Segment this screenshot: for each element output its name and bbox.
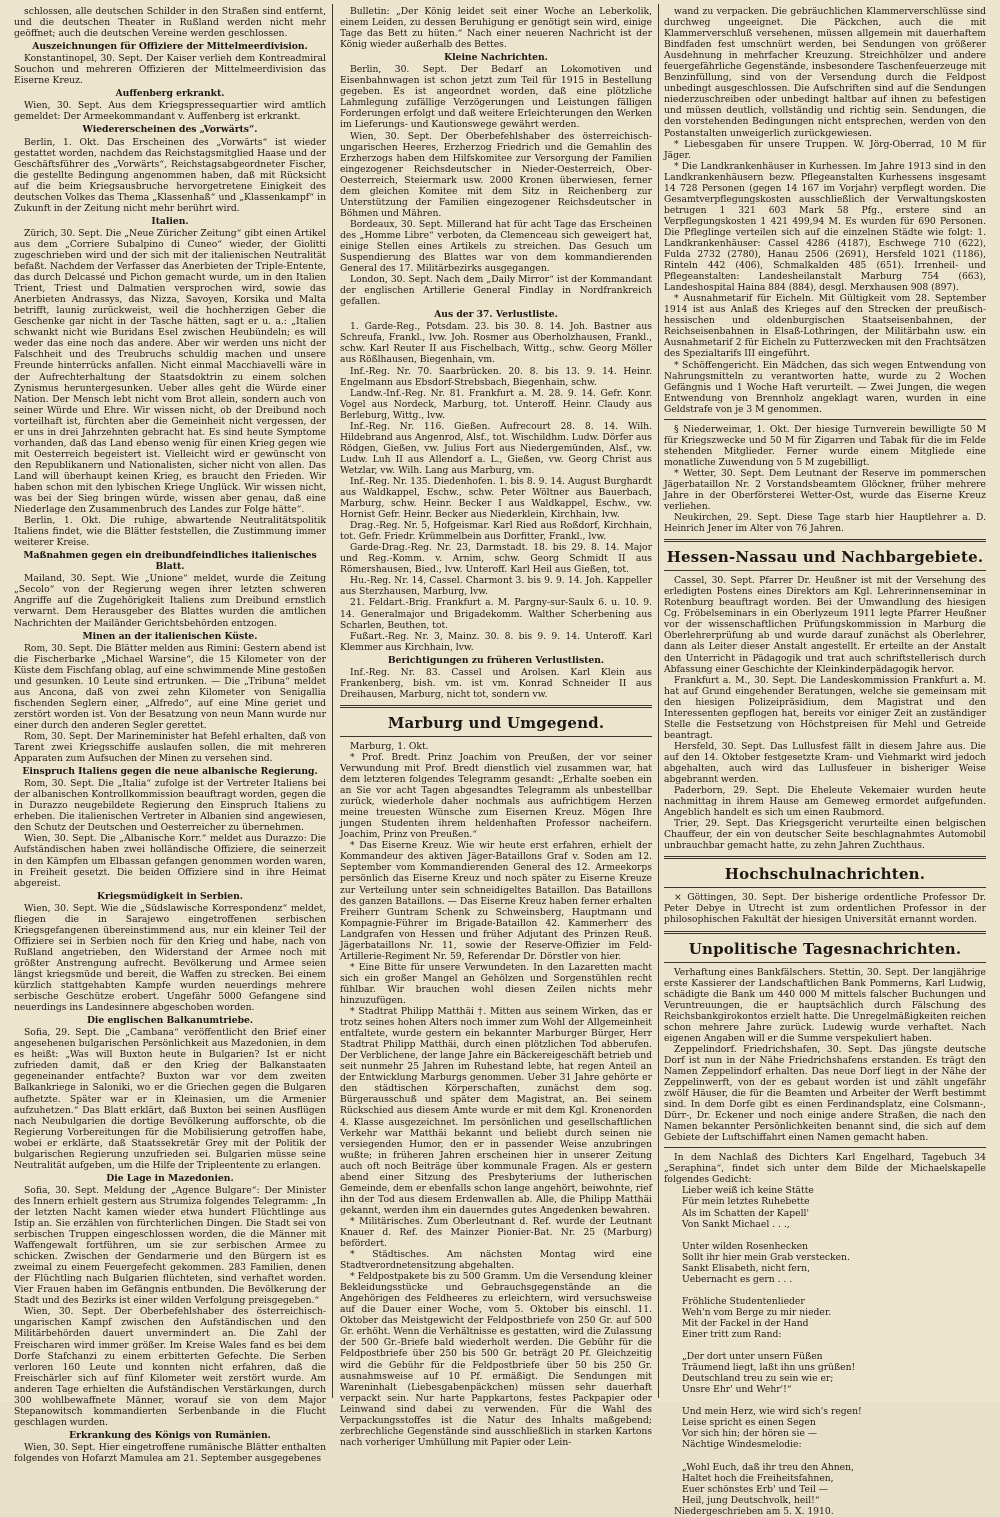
article-block: [664, 6, 986, 139]
article-paragraph: Garde-Drag.-Reg. Nr. 23, Darmstadt. 18. bis 29. 8. 14. Major und Reg.-Komm. v. Arnim, schw. Georg Schmidt II aus Römershausen, Bied., lvw. Unteroff. Karl Heil aus Gießen, tot.: [340, 542, 652, 576]
article-block: [664, 424, 986, 468]
article-block: [14, 778, 326, 833]
article-paragraph: Fußart.-Reg. Nr. 3, Mainz. 30. 8. bis 9. 9. 14. Unteroff. Karl Klemmer aus Kirchhain, lvw.: [340, 630, 652, 653]
section-heading: Hessen-Nassau und Nachbargebiete.: [666, 548, 984, 567]
article-paragraph: Trier, 29. Sept. Das Kriegsgericht verurteilte einen belgischen Chauffeur, der ein von deutscher Seite beschlagnahmtes Automobil unbrauchbar gemacht hatte, zu zehn Jahren Zuchthaus.: [664, 818, 986, 852]
article-block: [340, 274, 652, 307]
article-paragraph: * Eine Bitte für unsere Verwundeten. In den Lazaretten macht sich ein großer Mangel an Gehölzen und Sorgenstühlen recht fühlbar. Wir brauchen wohl diesen Zeilen nichts mehr hinzuzufügen.: [340, 961, 652, 1006]
article-block: [14, 573, 326, 628]
article-paragraph: Rom, 30. Sept. Der Marineminister hat Befehl erhalten, daß von Tarent zwei Kriegsschiffe auslaufen sollen, die mit mehreren Apparaten zum Aufsuchen der Minen zu versehen sind.: [14, 731, 326, 765]
article-paragraph: Niedergeschrieben am 5. X. 1910.: [674, 1505, 834, 1517]
article-paragraph: Inf.-Reg. Nr. 83. Cassel und Arolsen. Karl Klein aus Frankenberg, bish. vm. ist vm. Konrad Schneider II aus Dreihausen, Marburg, nicht tot, sondern vw.: [340, 666, 652, 700]
article-block: [340, 1216, 652, 1249]
article-block: [664, 675, 986, 741]
article-block: [14, 228, 326, 515]
article-paragraph: London, 30. Sept. Nach dem „Daily Mirror“ ist der Kommandant der englischen Artillerie General Findlay in Nordfrankreich gefallen.: [340, 274, 652, 308]
article-paragraph: wand zu verpacken. Die gebräuchlichen Klammerverschlüsse sind durchweg ungeeignet. Die Päckchen, auch die mit Klammerverschluß versehenen, müssen allgemein mit dauerhaftem Bindfaden fest umschnürt werden, bei Sendungen von größerer Ausdehnung in mehrfacher Kreuzung. Streichhölzer und andere feuergefährliche Gegenstände, insbesondere Taschenfeuerzeuge mit Benzinfüllung, sind von der Versendung durch die Feldpost unbedingt ausgeschlossen. Die Aufschriften sind auf die Sendungen niederzuschreiben oder unbedingt haltbar auf ihnen zu befestigen und müssen deutlich, vollständig und richtig sein. Sendungen, die den vorstehenden Bedingungen nicht entsprechen, werden von den Postanstalten unweigerlich zurückgewiesen.: [664, 6, 986, 139]
article-paragraph: Neukirchen, 29. Sept. Diese Tage starb hier Hauptlehrer a. D. Heinrich Jener im Alter von 76 Jahren.: [664, 512, 986, 535]
article-paragraph: Drag.-Reg. Nr. 5, Hofgeismar. Karl Ried aus Roßdorf, Kirchhain, tot. Gefr. Friedr. Krümmelbein aus Dorfitter, Frankl., lvw.: [340, 520, 652, 543]
section-rule: [664, 1147, 986, 1148]
article-headline: Wiedererscheinen des „Vorwärts“.: [82, 124, 258, 136]
article-block: [340, 840, 652, 962]
article-headline: Minen an der italienischen Küste.: [82, 630, 258, 642]
article-block: [14, 1185, 326, 1307]
section-heading: Unpolitische Tagesnachrichten.: [688, 939, 962, 958]
article-block: [14, 833, 326, 888]
article-block: [340, 1006, 652, 1216]
article-paragraph: × Göttingen, 30. Sept. Der bisherige ordentliche Professor Dr. Peter Debye in Utrecht ist zum ordentlichen Professor in der philosophischen Fakultät der hiesigen Universität ernannt worden.: [664, 892, 986, 926]
article-block: [340, 520, 652, 542]
article-paragraph: Bordeaux, 30. Sept. Millerand hat für acht Tage das Erscheinen des „Homme Libre“ verboten, da Clemenceau sich geweigert hat, einige Stellen eines Artikels zu streichen. Das Gesuch um Suspendierung des Blattes war von dem kommandierenden General des 17. Militärbezirks ausgegangen.: [340, 218, 652, 275]
article-headline: Erkrankung des Königs von Rumänien.: [69, 1429, 271, 1441]
article-block: [664, 785, 986, 818]
article-paragraph: * Wetter, 30. Sept. Dem Leutnant der Reserve im pommerschen Jägerbataillon Nr. 2 Vorstandsbeamtem Glöckner, früher mehrere Jahre in der Oberförsterei Wetter-Ost, wurde das Eiserne Kreuz verliehen.: [664, 467, 986, 513]
article-paragraph: * Militärisches. Zum Oberleutnant d. Ref. wurde der Leutnant Knauer d. Ref. des Mainzer Pionier-Bat. Nr. 25 (Marburg) befördert.: [340, 1215, 652, 1250]
article-block: [664, 512, 986, 534]
section-rule: [664, 856, 986, 859]
article-block: [664, 1152, 986, 1185]
article-paragraph: Inf.-Reg. Nr. 70. Saarbrücken. 20. 8. bis 13. 9. 14. Heinr. Engelmann aus Ebsdorf-Strebsbach, Biegenhain, schw.: [340, 365, 652, 388]
article-block: [664, 139, 986, 161]
article-block: [664, 818, 986, 851]
article-block: [340, 752, 652, 840]
article-paragraph: Sofia, 29. Sept. Die „Cambana“ veröffentlicht den Brief einer angesehenen bulgarischen Persönlichkeit aus Mazedonien, in dem es heißt: „Was will Buxton heute in Bulgarien? Ist er nicht zufrieden damit, daß er den Krieg der Balkanstaaten gegeneinander entfachte? Buxton war vor dem zweiten Balkankriege in Saloniki, wo er die Griechen gegen die Bulgaren aufhetzte. Später war er in Kleinasien, um die Armenier aufzuhetzen.“ Das Blatt erklärt, daß Buxton bei seinen Ausflügen nach Neubulgarien die dortige Bevölkerung aufforschte, ob die Regierung Vorbereitungen für die Mobilisierung getroffen habe, wobei er erklärte, daß Staatssekretär Grey mit der Politik der bulgarischen Regierung unzufrieden sei. Bulgarien müsse seine Neutralität aufgeben, um die Hilfe der Tripleentente zu erlangen.: [14, 1027, 326, 1171]
article-block: [340, 667, 652, 700]
article-headline: Berichtigungen zu früheren Verlustlisten.: [387, 654, 605, 666]
article-paragraph: schlossen, alle deutschen Schilder in den Straßen sind entfernt, und die deutschen Theater in Rußland werden nicht mehr geöffnet; auch die deutschen Vereine werden geschlossen.: [14, 6, 326, 40]
article-block: [14, 515, 326, 548]
article-block: [340, 631, 652, 653]
section-rule: [664, 539, 986, 542]
article-block: [340, 64, 652, 130]
article-block: [14, 137, 326, 214]
article-block: [340, 421, 652, 476]
article-paragraph: Wien, 30. Sept. Der Oberbefehlshaber des österreichisch-ungarischen Kampf zwischen den Aufständischen und den Militärbehörden dauert unvermindert an. Die Zahl der Freischaren wird immer größer. Im Kreise Wales fand es bei dem Dorfe Stafchanzi zu einem erbitterten Gefechte. Die Serben verloren 160 Leute und konnten nicht erfahren, daß die Freischärler sich auf fünf Kilometer weit zerstört wurde. Am anderen Tage erhielten die Aufständischen Verstärkungen, durch 300 wohlbewaffnete Männer, worauf sie von dem Major Stepanowitsch kommandierten Serbenbande in die Flucht geschlagen wurden.: [14, 1306, 326, 1428]
article-paragraph: Wien, 30. Sept. Aus dem Kriegspressequartier wird amtlich gemeldet: Der Armeekommandant v. Auffenberg ist erkrankt.: [14, 100, 326, 123]
column-1: [14, 6, 326, 1464]
section-rule: [664, 962, 986, 963]
article-paragraph: Berlin, 1. Okt. Die ruhige, abwartende Neutralitätspolitik Italiens findet, wie die Blätter feststellen, die Zustimmung immer weiterer Kreise.: [14, 515, 326, 549]
article-paragraph: Wien, 30. Sept. Der Oberbefehlshaber des österreichisch-ungarischen Heeres, Erzherzog Friedrich und die Gemahlin des Erzherzogs haben dem Hilfskomitee zur Versorgung der Familien eingezogener Reichsdeutscher in Nieder-Oesterreich, Ober-Oesterreich, Steiermark usw. 2000 Kronen überwiesen, ferner dem gleichen Komitee mit dem Sitz in Reichenberg zur Unterstützung der Familien eingezogener Reichsdeutscher in Böhmen und Mähren.: [340, 130, 652, 219]
article-headline: Einspruch Italiens gegen die neue albanische Regierung.: [22, 766, 318, 778]
article-block: [664, 1044, 986, 1143]
section-rule: [664, 570, 986, 571]
column-2: [340, 6, 652, 1448]
article-paragraph: Konstantinopel, 30. Sept. Der Kaiser verlieh dem Kontreadmiral Souchon und mehreren Offizieren der Mittelmeerdivision das Eiserne Kreuz.: [14, 53, 326, 87]
article-block: [340, 1271, 652, 1448]
article-paragraph: Zürich, 30. Sept. Die „Neue Züricher Zeitung“ gibt einen Artikel aus dem „Corriere Subalpino di Cuneo“ wieder, der Giolitti zugeschrieben wird und der sich mit der italienischen Neutralität befaßt. Nachdem der Verfasser das Anerbieten der Triple-Entente, das durch Delcassé und Pichon gemacht wurde, um in den Italien Trient, Triest und Dalmatien versprochen wird, sowie das Anerbieten Andrassys, das Nizza, Savoyen, Korsika und Malta betrifft, launig zurückweist, weil die hochherzigen Geber die Geschenke gar nicht in der Tasche hätten, sagt er u. a.: „Italien schwankt nicht wie Buridans Esel zwischen Heubündeln; es will weder das eine noch das andere. Aber wir werden uns nicht der Falschheit und des Treubruchs schuldig machen und unsere Freunde hinterrücks anfallen. Nicht einmal Macchiavelli wäre in der Aufrechterhaltung der Staatsdoktrin zu einem solchen Zynismus heruntergesunken. Ueber alles geht die Würde einer Nation. Der Mensch lebt nicht vom Brot allein, sondern auch von seiner Würde und Ehre. Wir wissen nicht, ob der Dreibund noch vorteilhaft ist, fürchten aber die Gemeinheit nicht vergessen, der er uns in drei Jahrzehnten gebracht hat. Es sind heute Symptome vorhanden, daß das Land ebenso wenig für einen Krieg gegen wie mit Oesterreich begeistert ist. Vielleicht wird er gewünscht von den Republikanern und Nationalisten, sicher nicht von allen. Das Land will überhaupt keinen Krieg, es braucht den Frieden. Wir haben schon mit den lybischen Kriege Unglück. Wir wissen nicht, was bei der Sieg bringen würde, wissen aber genau, daß eine Niederlage den Zusammenbruch des Landes zur Folge hätte“.: [14, 227, 326, 516]
article-block: [664, 575, 986, 674]
article-headline: Auffenberg erkrankt.: [115, 88, 225, 100]
column-3: [664, 6, 986, 1517]
article-block: [340, 6, 652, 50]
article-block: [14, 1306, 326, 1428]
article-block: [340, 741, 652, 752]
article-paragraph: * Städtisches. Am nächsten Montag wird eine Stadtverordnetensitzung abgehalten.: [340, 1249, 652, 1272]
section-rule: [340, 736, 652, 737]
article-block: [340, 388, 652, 421]
article-paragraph: Sofia, 30. Sept. Meldung der „Agence Bulgare“: Der Minister des Innern erhielt gestern aus Strumiza folgendes Telegramm: „In der letzten Nacht kamen wieder etwa hundert Flüchtlinge aus Istip an. Sie erzählen von fürchterlichen Dingen. Die Stadt sei von serbischen Truppen eingeschlossen worden, die die Männer mit Waffengewalt fortführen, um sie zur serbischen Armee zu schicken. Zwischen der Gendarmerie und den Bürgern ist es zweimal zu einem Feuergefecht gekommen. 283 Familien, denen der Flüchtling nach Bulgarien flüchteten, sind verhaftet worden. Vier Frauen haben im Gefängnis entbunden. Die Bevölkerung der Stadt und des Bezirks ist einer wilden Verfolgung preisgegeben.“: [14, 1184, 326, 1307]
article-headline: Die Lage in Mazedonien.: [106, 1172, 234, 1184]
article-paragraph: Inf.-Reg. Nr. 116. Gießen. Aufrecourt 28. 8. 14. Wilh. Hildebrand aus Angenrod, Alsf., tot. Wischildhm. Ludw. Dörfer aus Rödgen, Gießen, vw. Julius Fort aus Niedergemünden, Alsf., vw. Ludw. Luh II aus Allendorf a. L., Gießen, vw. Georg Christ aus Wetzlar, vw. Wilh. Lang aus Marburg, vm.: [340, 420, 652, 476]
article-block: [14, 643, 326, 731]
article-paragraph: Wien, 30. Sept. Wie die „Südslawische Korrespondenz“ meldet, fliegen die in Sarajewo eingetroffenen serbischen Kriegsgefangenen übereinstimmend aus, nur ein kleiner Teil der Offiziere sei in Serbien noch für den Krieg und habe, nach von Rußland angetrieben, den Widerstand der Armee noch mit größter Anstrengung aufrecht. Bevölkerung und Armee seien längst kriegsmüde und bereit, die Waffen zu strecken. Bei einem kürzlich stattgehabten Kampfe wurden neuerdings mehrere serbische Geschütze erobert. Ungefähr 5000 Gefangene sind neuerdings ins Landesinnere abgeschoben worden.: [14, 902, 326, 1014]
article-block: [14, 6, 326, 39]
article-block: [14, 53, 326, 86]
section-rule: [664, 419, 986, 420]
article-block: [14, 903, 326, 1013]
article-paragraph: 1. Garde-Reg., Potsdam. 23. bis 30. 8. 14. Joh. Bastner aus Schreufa, Frankl., lvw. Joh. Rosmer aus Oberholzhausen, Frankl., schw. Karl Reuter II aus Fischelbach, Wittg., schw. Georg Möller aus Rößlhausen, Biegenhain, vm.: [340, 321, 652, 366]
article-block: [340, 575, 652, 597]
article-headline: Maßnahmen gegen ein dreibundfeindliches italienisches Blatt.: [23, 550, 317, 573]
article-block: [340, 321, 652, 365]
article-paragraph: * Stadtrat Philipp Matthäi †. Mitten aus seinem Wirken, das er trotz seines hohen Alters noch immer zum Wohl der Allgemeinheit entfaltete, wurde gestern ein bekannter Marburger Bürger, Herr Stadtrat Philipp Matthäi, durch einen plötzlichen Tod abberufen. Der Verblichene, der lange Jahre ein Bäckereigeschäft betrieb und seit nunmehr 25 Jahren im Ruhestand lebte, hat regen Anteil an der Entwicklung Marburgs genommen. Ueber 31 Jahre gehörte er den städtischen Körperschaften, zunächst dem sog. Bürgerausschuß und später dem Magistrat, an. Bei seinem Rückschied aus diesem Amte wurde er mit dem Kgl. Kronenorden 4. Klasse ausgezeichnet. Im persönlichen und gesellschaftlichen Verkehr war Matthäi bekannt und beliebt durch seinen nie versiegenden Humor, den er in passender Weise anzubringen wußte; in früheren Jahren erscheinen hier in unserer Zeitung auch oft noch Beiträge über kommunale Fragen. Als er gestern abend einer Sitzung des Presbyteriums der lutherischen Gemeinde, dem er ebenfalls schon lange angehört, beiwohnte, rief ihn der Tod aus diesem Erdenwallen ab. Alle, die Philipp Matthäi gekannt, werden ihm ein dauerndes gutes Angedenken bewahren.: [340, 1006, 652, 1216]
article-paragraph: Hu.-Reg. Nr. 14, Cassel. Charmont 3. bis 9. 9. 14. Joh. Kappeller aus Sterzhausen, Marburg, lvw.: [340, 575, 652, 598]
article-block: [664, 1506, 986, 1517]
article-paragraph: 21. Feldart.-Brig. Frankfurt a. M. Pargny-sur-Saulx 6. u. 10. 9. 14. Generalmajor und Brigadekomm. Walther Scherbening aus Scharlen, Beuthen, tot.: [340, 597, 652, 631]
article-paragraph: Berlin, 30. Sept. Der Bedarf an Lokomotiven und Eisenbahnwagen ist schon jetzt zum Teil für 1915 in Bestellung gegeben. Es ist angeordnet worden, daß eine plötzliche Lahmlegung zufällige Verzögerungen und Leistungen fälligen Forderungen erfolgt und daß weitere Erleichterungen den Werken im Lieferungs- und Kautionswege gewährt werden.: [340, 64, 652, 131]
article-paragraph: In dem Nachlaß des Dichters Karl Engelhard, Tagebuch 34 „Seraphina“, findet sich unter dem Bilde der Michaelskapelle folgendes Gedicht:: [664, 1152, 986, 1186]
article-paragraph: Wien, 30. Sept. Die „Albanische Korr.“ meldet aus Durazzo: Die Aufständischen haben zwei holländische Offiziere, die seinerzeit in den Kämpfen um Elbassan gefangen genommen worden waren, in Freiheit gesetzt. Die beiden Offiziere sind in ihre Heimat abgereist.: [14, 833, 326, 889]
section-heading: Hochschulnachrichten.: [724, 865, 926, 884]
article-headline: Aus der 37. Verlustliste.: [434, 309, 558, 321]
section-heading: Marburg und Umgegend.: [387, 713, 605, 732]
article-paragraph: Wien, 30. Sept. Hier eingetroffene rumänische Blätter enthalten folgendes von Hofarzt Mamulea am 21. September ausgegebenes: [14, 1441, 326, 1464]
article-paragraph: * Schöffengericht. Ein Mädchen, das sich wegen Entwendung von Nahrungsmitteln zu verantworten hatte, wurde zu 2 Wochen Gefängnis und 1 Woche Haft verurteilt. — Zwei Jungen, die wegen Entwendung von Brennholz angeklagt waren, wurden in eine Geldstrafe von je 3 M genommen.: [664, 359, 986, 415]
article-headline: Auszeichnungen für Offiziere der Mittelmeerdivision.: [32, 41, 308, 53]
article-headline: Italien.: [151, 215, 189, 227]
column-rule: [332, 4, 333, 1398]
article-paragraph: * Das Eiserne Kreuz. Wie wir heute erst erfahren, erhielt der Kommandeur des aktiven Jäger-Bataillons Graf v. Soden am 12. September vom Kommandierenden General des 12. Armeekorps persönlich das Eiserne Kreuz und noch später zu Eiserne Kreuze zur Verteilung unter sein schneidigeltes Bataillon. Das Bataillons des ganzen Bataillons. — Das Eiserne Kreuz haben ferner erhalten Freiherr Guntram Schenk zu Schweinsberg, Hauptmann und Kompagnie-Führer im Brigade-Bataillon 42. Kammerherr des Landgrafen von Hessen und früher Adjutant des Prinzen Reuß. Jägerbataillons Nr. 11, sowie der Reserve-Offizier im Feld-Artillerie-Regiment Nr. 59, Referendar Dr. Dörstler von hier.: [340, 840, 652, 962]
article-block: [340, 366, 652, 388]
article-paragraph: Bulletin: „Der König leidet seit einer Woche an Leberkolik, einem Leiden, zu dessen Beruhigung er genötigt sein wird, einige Tage das Bett zu hüten.“ Nach einer neueren Nachricht ist der König wieder außerhalb des Bettes.: [340, 6, 652, 51]
article-headline: Kriegsmüdigkeit in Serbien.: [97, 890, 243, 902]
article-block: [340, 962, 652, 1006]
article-block: [340, 476, 652, 520]
section-rule: [664, 931, 986, 934]
article-paragraph: Inf.-Reg. Nr. 135. Diedenhofen. 1. bis 8. 9. 14. August Burghardt aus Waldkappel, Eschw., schw. Peter Wöltner aus Bauerbach, Marburg, schw. Heinr. Becker I aus Waldkappel, Eschw., vw. Hornist Gefr. Heinr. Becker aus Niederklein, Kirchhain, lvw.: [340, 475, 652, 521]
article-paragraph: * Prof. Bredt. Prinz Joachim von Preußen, der vor seiner Verwundung mit Prof. Bredt dienstlich viel zusammen war, hat dem letzteren folgendes Telegramm gesandt: „Erhalte soeben ein an Sie vor acht Tagen abgesandtes Telegramm als unbestellbar zurück, wiederhole daher nochmals aus aufrichtigem Herzen meine treuesten Wünsche zum Eisernen Kreuz. Mögen Ihre jungen Studenten ihrem heldenhaften Professor nacheifern. Joachim, Prinz von Preußen.“: [340, 751, 652, 841]
article-paragraph: Rom, 30. Sept. Die Blätter melden aus Rimini: Gestern abend ist die Fischerbarke „Michael Warsine“, die 15 Kilometer von der Küste dem Fischfang oblag, auf eine schwimmende Mine gestoßen und gesunken. 10 Leute sind ertrunken. — Die „Tribuna“ meldet aus Ancona, daß von zwei zehn Kilometer von Senigallia fischenden Seglern einer, „Alfredo“, auf eine Mine geriet und zerstört worden ist. Von der Besatzung von neun Mann wurde nur einer durch den anderen Segler gerettet.: [14, 642, 326, 731]
article-paragraph: Berlin, 1. Okt. Das Erscheinen des „Vorwärts“ ist wieder gestattet worden, nachdem das Reichstagsmitglied Haase und der Geschäftsführer des „Vorwärts“, Reichstagsabgeordneter Fischer, die gestellte Bedingung angenommen haben, daß mit Rücksicht auf die beim Kriegsausbruche hervorgetretene Einigkeit des deutschen Volkes das Thema „Klassenhaß“ und „Klassenkampf“ in Zukunft in der Zeitung nicht mehr berührt wird.: [14, 136, 326, 214]
article-block: [664, 293, 986, 359]
article-block: [14, 1027, 326, 1171]
article-paragraph: Marburg, 1. Okt.: [350, 740, 429, 752]
article-block: [14, 1442, 326, 1464]
article-paragraph: * Feldpostpakete bis zu 500 Gramm. Um die Versendung kleiner Bekleidungsstücke und Gebrauchsgegenstände an die Angehörigen des Feldheeres zu erleichtern, wird versuchsweise auf die Dauer einer Woche, vom 5. Oktober bis einschl. 11. Oktober das Meistgewicht der Feldpostbriefe von 250 Gr. auf 500 Gr. erhöht. Wenn die Verhältnisse es gestatten, wird die Zulassung der 500 Gr.-Briefe bald wiederholt werden. Die Gebühr für die Feldpostbriefe über 250 bis 500 Gr. beträgt 20 Pf. Gleichzeitig wird die Gebühr für die Feldpostbriefe über 50 bis 250 Gr. ausnahmsweise auf 10 Pf. ermäßigt. Die Sendungen mit Wareninhalt (Liebesgabenpäckchen) müssen sehr dauerhaft verpackt sein. Nur harte Pappkartons, festes Packpapier oder Leinwand sind dabei zu verwenden. Für die Wahl des Verpackungsstoffes ist die Natur des Inhalts maßgebend; zerbrechliche Gegenstände sind ausschließlich in starken Kartons nach vorheriger Umhüllung mit Papier oder Lein-: [340, 1271, 652, 1448]
article-headline: Kleine Nachrichten.: [444, 52, 548, 64]
article-paragraph: Zeppelindorf. Friedrichshafen, 30. Sept. Das jüngste deutsche Dorf ist nun in der Nähe Friedrichshafens erstanden. Es trägt den Namen Zeppelindorf erhalten. Das neue Dorf liegt in der Nähe der Zeppelinwerft, von der es gebaut worden ist und zählt ungefähr zwölf Häuser, die für die Beamten und Arbeiter der Werft bestimmt sind. In dem Dorfe gibt es einen Ferdinandsplatz, eine Colsmann-, Dürr-, Dr. Eckener und noch einige andere Straßen, die nach den Namen bekannter Persönlichkeiten benannt sind, die sich auf dem Gebiete der Luftschiffahrt einen Namen gemacht haben.: [664, 1043, 986, 1144]
column-rule: [658, 4, 659, 1398]
article-block: [340, 597, 652, 630]
article-paragraph: § Niederweimar, 1. Okt. Der hiesige Turnverein bewilligte 50 M für Kriegszwecke und 50 M für Zigarren und Tabak für die im Felde stehenden Mitglieder. Ferner wurde einem Mitgliede eine monatliche Zuwendung von 5 M zugebilligt.: [664, 423, 986, 468]
article-block: [340, 542, 652, 575]
article-block: [664, 741, 986, 785]
article-block: [664, 967, 986, 1044]
article-block: [340, 131, 652, 219]
article-block: [664, 161, 986, 294]
article-block: [664, 468, 986, 512]
article-paragraph: Rom, 30. Sept. Die „Italia“ zufolge ist der Vertreter Italiens bei der albanischen Kontrollkommission beauftragt worden, gegen die in Durazzo neugebildete Regierung den Einspruch Italiens zu erheben. Die italienischen Vertreter in Albanien sind angewiesen, den Schutz der Deutschen und Oesterreicher zu übernehmen.: [14, 778, 326, 834]
article-paragraph: * Die Landkrankenhäuser in Kurhessen. Im Jahre 1913 sind in den Landkrankenhäusern bezw. Pflegeanstalten Kurhessens insgesamt 14 728 Personen (gegen 14 167 im Vorjahr) verpflegt worden. Die Gesamtverpflegungskosten ausschließlich der Verwaltungskosten betrugen 1 321 603 Mark 58 Pfg., erstere sind an Verpflegungskosten 1 421 499,94 M. Es wurden für 690 Personen. Die Pfleglinge verteilen sich auf die einzelnen Städte wie folgt: 1. Landkrankenhäuser: Cassel 4286 (4187), Eschwege 710 (622), Fulda 2732 (2780), Hanau 2506 (2691), Hersfeld 1021 (1186), Rinteln 442 (406), Schmalkalden 485 (651). Irrenheil- und Pflegeanstalten: Landesheilanstalt Marburg 754 (663), Landeshospital Haina 884 (884), desgl. Merxhausen 908 (897).: [664, 160, 986, 294]
section-rule: [340, 705, 652, 708]
section-rule: [664, 887, 986, 888]
article-paragraph: Hersfeld, 30. Sept. Das Lullusfest fällt in diesem Jahre aus. Die auf den 14. Oktober festgesetzte Kram- und Viehmarkt wird jedoch abgehalten, auch wird das Lullusfeuer in bisheriger Weise abgebrannt werden.: [664, 740, 986, 786]
article-paragraph: * Ausnahmetarif für Eicheln. Mit Gültigkeit vom 28. September 1914 ist aus Anlaß des Krieges auf den Strecken der preußisch-hessischen und oldenburgischen Staatseisenbahnen, der Reichseisenbahnen in Elsaß-Lothringen, der Militärbahn usw. ein Ausnahmetarif 2 für Eicheln zu Futterzwecken mit den Frachtsätzen des Spezialtarifs III eingeführt.: [664, 293, 986, 360]
article-block: [14, 731, 326, 764]
article-block: [664, 360, 986, 415]
article-paragraph: Frankfurt a. M., 30. Sept. Die Landeskommission Frankfurt a. M. hat auf Grund eingehender Beratungen, welche sie gemeinsam mit den hiesigen Polizeipräsidium, dem Magistrat und den Interessenten gepflogen hat, bereits vor einiger Zeit an zuständiger Stelle die Festsetzung von Höchstpreisen für Mehl und Getreide beantragt.: [664, 674, 986, 741]
article-block: [340, 1249, 652, 1271]
article-paragraph: Mailand, 30. Sept. Wie „Unione“ meldet, wurde die Zeitung „Secolo“ von der Regierung wegen ihrer letzten schweren Angriffe auf die Zugehörigkeit Italiens zum Dreibund ernstlich verwarnt. Dem Herausgeber des Blattes wurden die amtlichen Nachrichten der Mailänder Gerichtsbehörden entzogen.: [14, 573, 326, 629]
article-block: [14, 100, 326, 122]
poem: Lieber weiß ich keine Stätte Für mein letztes Ruhebette Als im Schatten der Kapell' Von Sankt Michael . . ., Unter wilden Rosenhecken Sollt ihr hier mein Grab verstecken. Sankt Elisabeth, nicht fern, Uebernacht es gern . . . Fröhliche Studentenlieder Weh'n vom Berge zu mir nieder. Mit der Fackel in der Hand Einer tritt zum Rand: „Der dort unter unsern Füßen Träumend liegt, laßt ihn uns grüßen! Deutschland treu zu sein wie er; Unsre Ehr' und Wehr'!“ Und mein Herz, wie wird sich's regen! Leise spricht es einen Segen Vor sich hin; der hören sie — Nächtige Windesmelodie: „Wohl Euch, daß ihr treu den Ahnen, Haltet hoch die Freiheitsfahnen, Euer schönstes Erb' und Teil — Heil, jung Deutschvolk, heil!“: [682, 1185, 862, 1506]
article-paragraph: Paderborn, 29. Sept. Die Eheleute Vekemaier wurden heute nachmittag in ihrem Hause am Gemeweg ermordet aufgefunden. Angeblich handelt es sich um einen Raubmord.: [664, 785, 986, 819]
article-paragraph: * Liebesgaben für unsere Truppen. W. Jörg-Oberrad, 10 M für Jäger.: [664, 138, 986, 161]
article-paragraph: Landw.-Inf.-Reg. Nr. 81. Frankfurt a. M. 28. 9. 14. Gefr. Konr. Vogel aus Nordeck, Marburg, tot. Unteroff. Heinr. Claudy aus Berleburg, Wittg., lvw.: [340, 387, 652, 421]
article-block: [664, 892, 986, 925]
article-headline: Die englischen Balkanumtriebe.: [86, 1015, 254, 1027]
article-block: [340, 219, 652, 274]
article-paragraph: Cassel, 30. Sept. Pfarrer Dr. Heußner ist mit der Versehung des erledigten Postens eines Direktors am Kgl. Lehrerinnenseminar in Rotenburg beauftragt worden. Bei der Umwandlung des hiesigen Cg. Fröbelseminars in ein Oberlyzeum 1911 legte Pfarrer Heußner vor der wissenschaftlichen Prüfungskommission in Marburg die Oberlehrerprüfung ab und wurde darauf zunächst als Oberlehrer, dann als Leiter dieser Anstalt angestellt. Er erteilte an der Anstalt den Unterricht in Pädagogik und trat auch schriftstellerisch durch Abfassung einer Geschichte der Kleinkinderpädagogik hervor.: [664, 575, 986, 675]
article-paragraph: Verhaftung eines Bankfälschers. Stettin, 30. Sept. Der langjährige erste Kassierer der Landschaftlichen Bank Pommerns, Karl Ludwig, schädigte die Bank um 440 000 M mittels falscher Buchungen und Veruntreuungen, die er hauptsächlich durch Fälschung des Reichsbankgirokontos erzielt hatte. Die Unregelmäßigkeiten reichen schon mehrere Jahre zurück. Ludewig wurde verhaftet. Nach eigenen Angaben will er die Summe verspekuliert haben.: [664, 966, 986, 1044]
